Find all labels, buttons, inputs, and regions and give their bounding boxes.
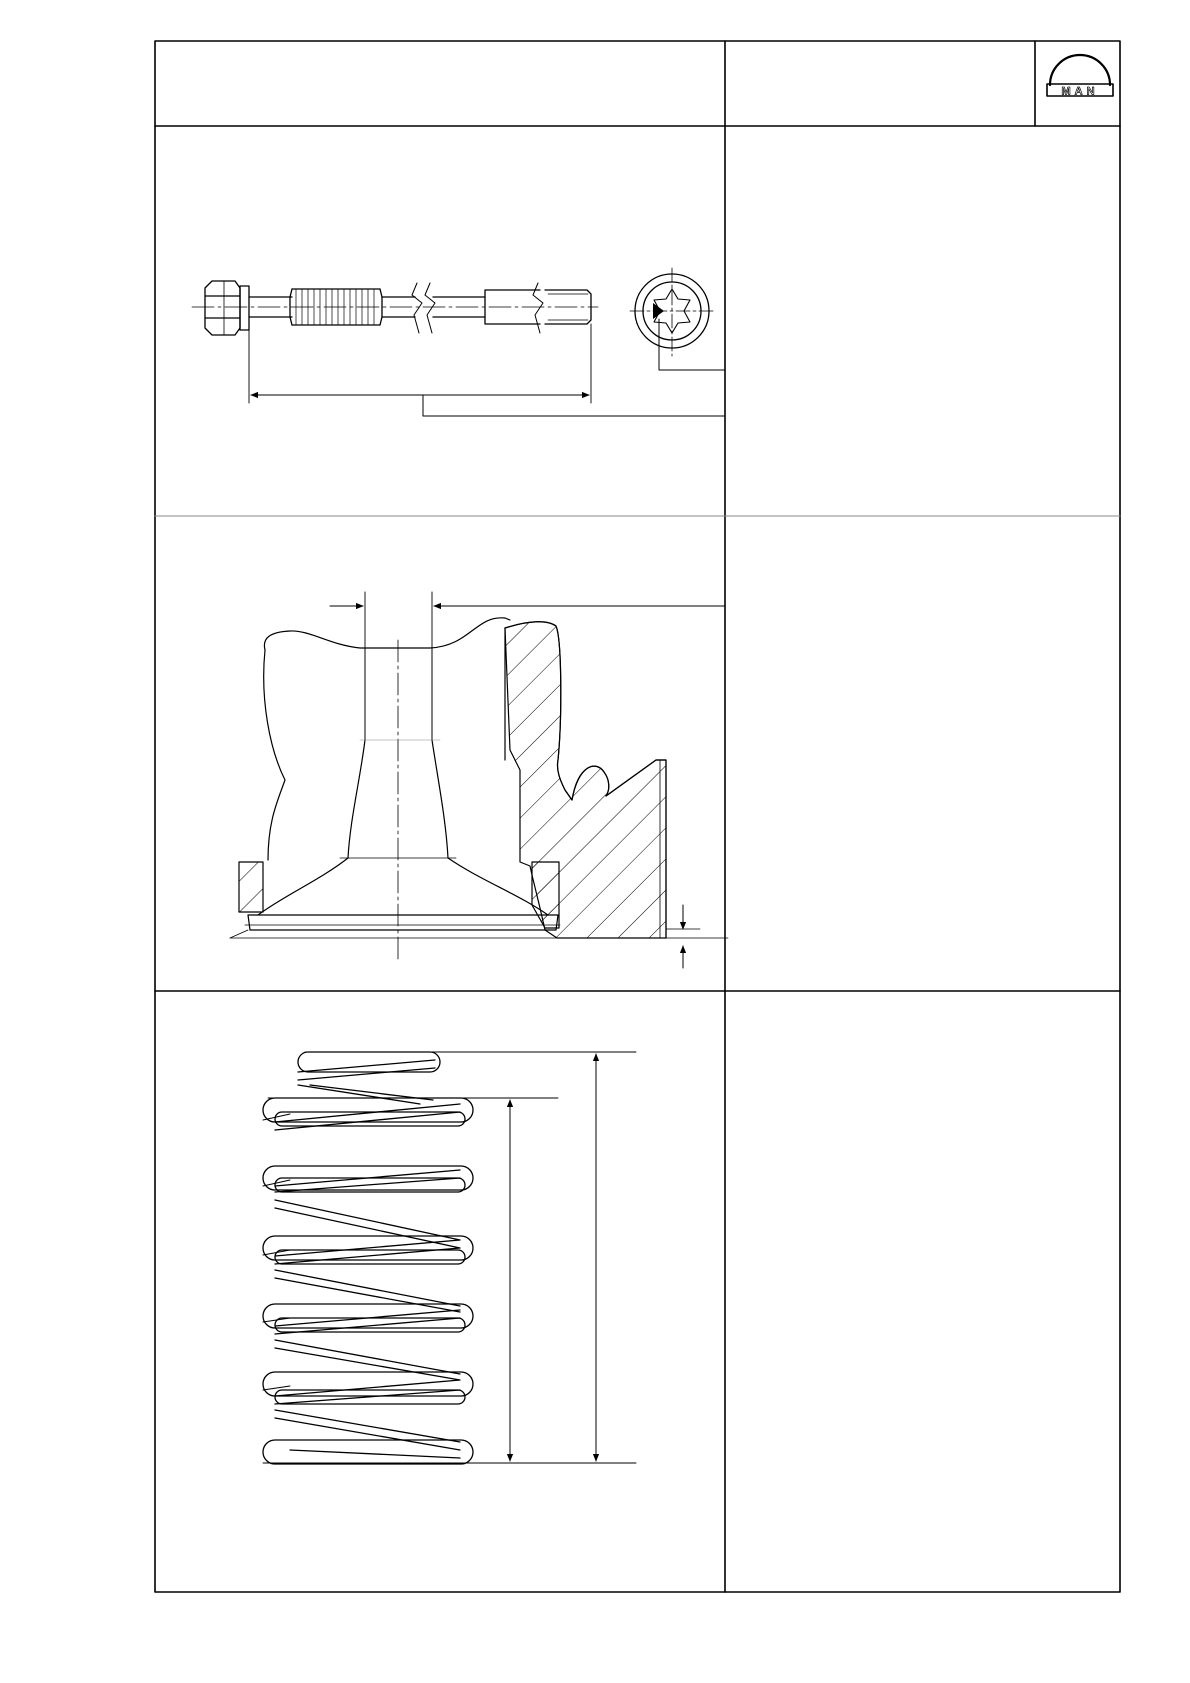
- logo-text: MAN: [1061, 85, 1099, 98]
- man-logo: [1047, 55, 1113, 98]
- notes-field-1: [726, 127, 1119, 515]
- notes-field-3: [726, 992, 1119, 1591]
- valve-seat-drawing: [230, 592, 728, 968]
- valve-spring-drawing: [263, 1052, 636, 1464]
- bolt-head-end-view: [630, 268, 725, 370]
- notes-field-2: [726, 517, 1119, 990]
